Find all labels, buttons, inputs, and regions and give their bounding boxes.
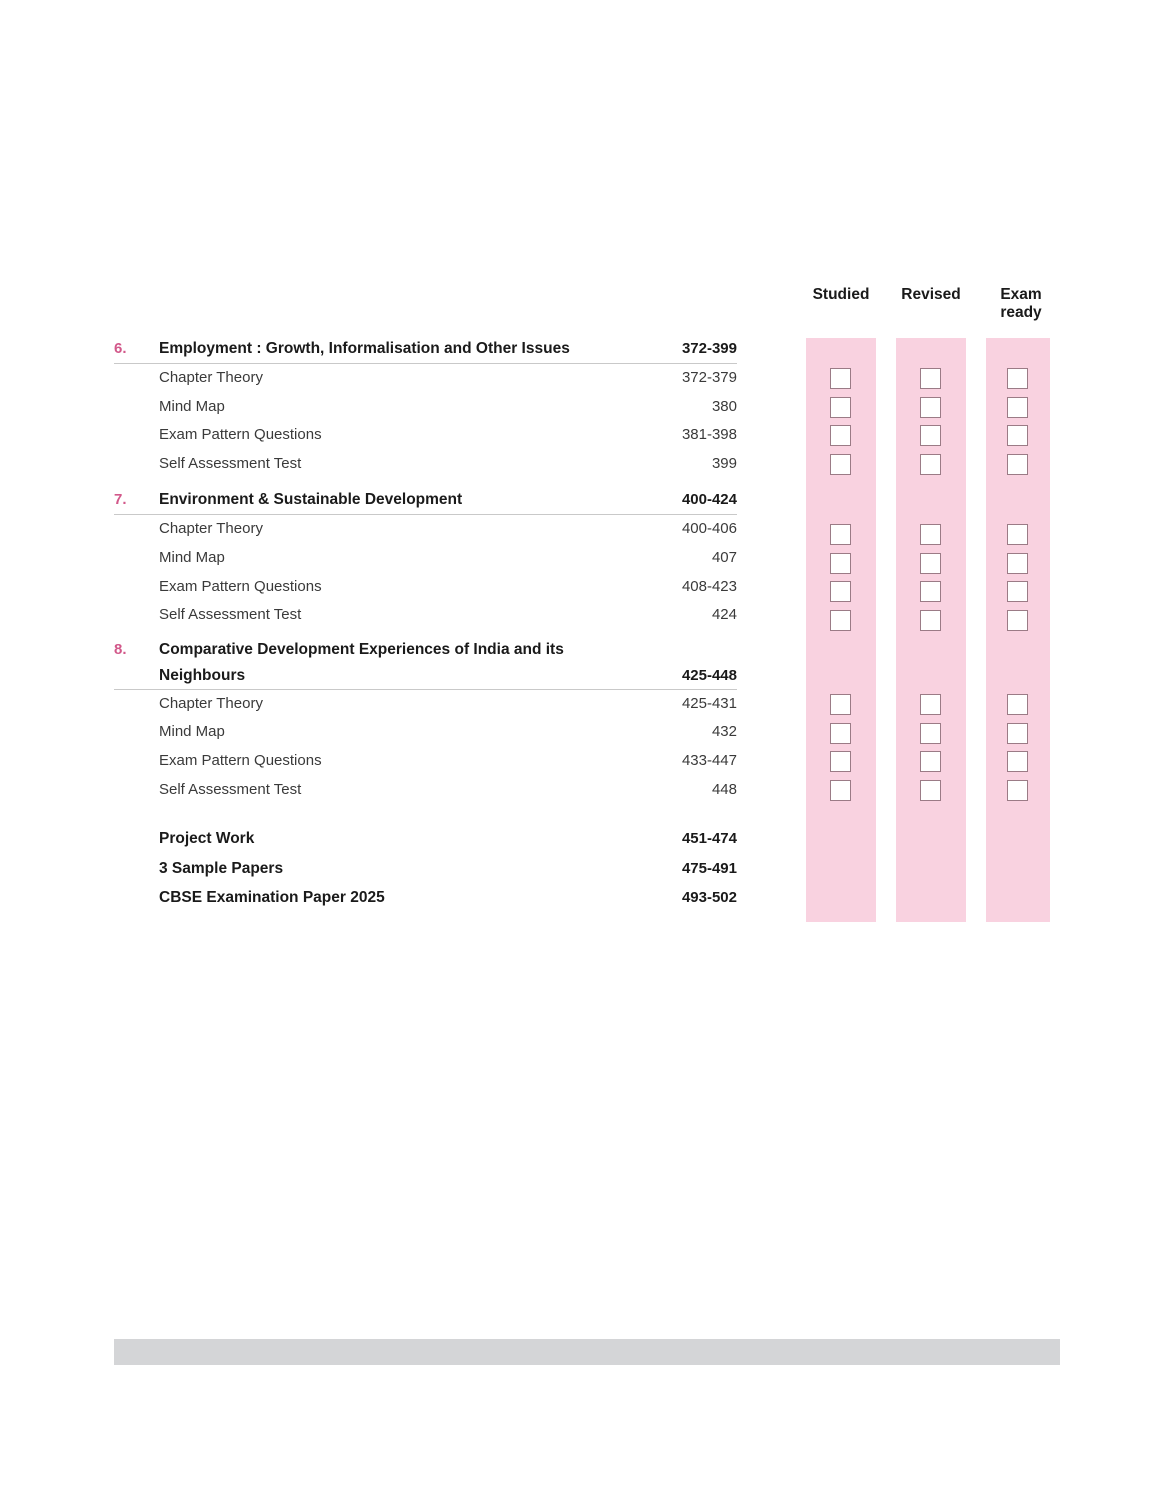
checkbox-revised[interactable] <box>920 751 941 772</box>
checkbox-exam-ready[interactable] <box>1007 368 1028 389</box>
sub-item-pages: 407 <box>711 548 737 566</box>
footer-bar <box>114 1339 1060 1365</box>
sub-item-label: Exam Pattern Questions <box>159 426 322 444</box>
extra-item[interactable] <box>114 854 737 884</box>
chapter-sub-item[interactable] <box>114 421 737 450</box>
chapter-sub-item[interactable] <box>114 515 737 544</box>
checkbox-revised[interactable] <box>920 397 941 418</box>
sub-item-pages: 424 <box>711 606 737 624</box>
checkbox-studied[interactable] <box>830 751 851 772</box>
sub-item-label: Exam Pattern Questions <box>159 577 322 595</box>
chapter-sub-item[interactable] <box>114 747 737 776</box>
chapter-sub-item[interactable] <box>114 690 737 719</box>
checkbox-studied[interactable] <box>830 780 851 801</box>
sub-item-label: Chapter Theory <box>159 369 263 386</box>
sub-item-pages: 399 <box>711 454 737 472</box>
extra-item-pages: 475-491 <box>681 859 737 877</box>
checkbox-studied[interactable] <box>830 425 851 446</box>
column-header-exam-ready <box>986 286 1056 322</box>
sub-item-label: Mind Map <box>159 548 225 566</box>
checkbox-revised[interactable] <box>920 780 941 801</box>
sub-item-pages: 400-406 <box>681 520 737 538</box>
extras-section <box>114 824 737 913</box>
checkbox-studied[interactable] <box>830 723 851 744</box>
checkbox-studied[interactable] <box>830 581 851 602</box>
extra-item-pages: 493-502 <box>681 889 737 907</box>
chapter-title: Environment & Sustainable Development <box>159 491 463 509</box>
chapter-sub-item[interactable] <box>114 544 737 573</box>
chapter-sub-item[interactable] <box>114 573 737 602</box>
chapter-title <box>159 637 682 689</box>
checkbox-studied[interactable] <box>830 553 851 574</box>
checkbox-revised[interactable] <box>920 610 941 631</box>
checkbox-exam-ready[interactable] <box>1007 780 1028 801</box>
sub-item-label: Chapter Theory <box>159 520 263 538</box>
column-header-studied-label: Studied <box>812 286 870 303</box>
sub-item-pages: 432 <box>711 723 737 741</box>
column-header-exam-ready-line2: ready <box>1000 303 1042 321</box>
chapter-heading[interactable] <box>114 637 737 689</box>
sub-item-pages: 433-447 <box>681 751 737 769</box>
checkbox-revised[interactable] <box>920 524 941 545</box>
checkbox-revised[interactable] <box>920 425 941 446</box>
column-header-revised <box>896 286 966 304</box>
checkbox-revised[interactable] <box>920 553 941 574</box>
checkbox-exam-ready[interactable] <box>1007 751 1028 772</box>
sub-item-pages: 381-398 <box>681 426 737 444</box>
checkbox-exam-ready[interactable] <box>1007 610 1028 631</box>
chapter-sub-item[interactable] <box>114 364 737 393</box>
chapter-heading[interactable] <box>114 334 737 363</box>
checkbox-exam-ready[interactable] <box>1007 581 1028 602</box>
chapter-number: 7. <box>114 491 127 509</box>
checklist-column-headers <box>806 286 1050 334</box>
block-gap <box>114 630 737 637</box>
checkbox-exam-ready[interactable] <box>1007 524 1028 545</box>
checkbox-exam-ready[interactable] <box>1007 425 1028 446</box>
checkbox-revised[interactable] <box>920 694 941 715</box>
chapter-sub-item[interactable] <box>114 393 737 422</box>
checkbox-exam-ready[interactable] <box>1007 694 1028 715</box>
chapter-sub-item[interactable] <box>114 718 737 747</box>
chapter-sub-item[interactable] <box>114 450 737 479</box>
sub-item-pages: 380 <box>711 397 737 415</box>
chapter-sub-item[interactable] <box>114 776 737 805</box>
checkbox-exam-ready[interactable] <box>1007 553 1028 574</box>
chapter-heading[interactable] <box>114 485 737 514</box>
checkbox-revised[interactable] <box>920 581 941 602</box>
extra-item[interactable] <box>114 883 737 913</box>
extra-item-label: 3 Sample Papers <box>159 859 284 877</box>
checkbox-studied[interactable] <box>830 524 851 545</box>
column-header-exam-ready-line1: Exam <box>1000 286 1042 303</box>
table-of-contents <box>114 334 737 913</box>
extra-item-pages: 451-474 <box>681 830 737 848</box>
column-header-studied <box>806 286 876 304</box>
sub-item-label: Self Assessment Test <box>159 454 302 472</box>
chapter-pages: 425-448 <box>681 666 737 684</box>
chapter-number: 8. <box>114 640 127 658</box>
checklist-panel-studied <box>806 338 876 922</box>
sub-item-label: Mind Map <box>159 397 225 415</box>
sub-item-pages: 448 <box>711 780 737 798</box>
block-gap <box>114 478 737 485</box>
checkbox-studied[interactable] <box>830 694 851 715</box>
checkbox-studied[interactable] <box>830 368 851 389</box>
sub-item-label: Chapter Theory <box>159 694 263 712</box>
extra-item-label: CBSE Examination Paper 2025 <box>159 889 385 907</box>
checkbox-exam-ready[interactable] <box>1007 454 1028 475</box>
sub-item-pages: 425-431 <box>681 694 737 712</box>
checkbox-revised[interactable] <box>920 454 941 475</box>
checklist-panel-revised <box>896 338 966 922</box>
extra-item[interactable] <box>114 824 737 854</box>
chapter-number: 6. <box>114 340 127 357</box>
chapter-sub-item[interactable] <box>114 601 737 630</box>
sub-item-label: Self Assessment Test <box>159 780 302 798</box>
sub-item-label: Mind Map <box>159 723 225 741</box>
chapter-pages: 372-399 <box>681 340 737 357</box>
sub-item-pages: 372-379 <box>681 369 737 386</box>
chapter-pages: 400-424 <box>681 491 737 509</box>
chapter-title-line1: Comparative Development Experiences of India and its <box>159 640 564 658</box>
checkbox-exam-ready[interactable] <box>1007 397 1028 418</box>
sub-item-label: Exam Pattern Questions <box>159 751 322 769</box>
sub-item-pages: 408-423 <box>681 577 737 595</box>
checkbox-studied[interactable] <box>830 397 851 418</box>
column-header-revised-label: Revised <box>901 286 961 303</box>
chapter-title-line2: Neighbours <box>159 666 246 684</box>
checkbox-revised[interactable] <box>920 723 941 744</box>
checkbox-studied[interactable] <box>830 454 851 475</box>
checkbox-exam-ready[interactable] <box>1007 723 1028 744</box>
checkbox-studied[interactable] <box>830 610 851 631</box>
extra-item-label: Project Work <box>159 830 255 848</box>
sub-item-label: Self Assessment Test <box>159 606 302 624</box>
chapter-title: Employment : Growth, Informalisation and Other Issues <box>159 340 570 357</box>
checklist-panel-exam-ready <box>986 338 1050 922</box>
checkbox-revised[interactable] <box>920 368 941 389</box>
